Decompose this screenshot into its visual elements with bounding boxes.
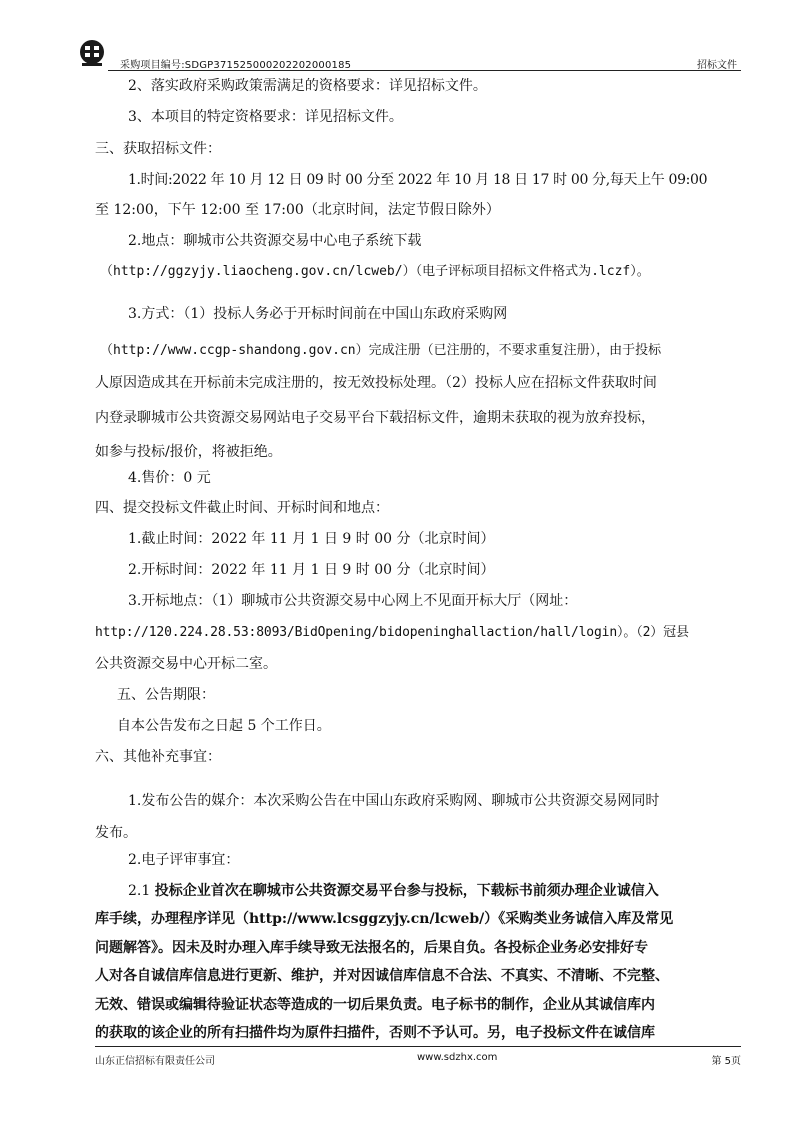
paragraph-line: 1.发布公告的媒介：本次采购公告在中国山东政府采购网、聊城市公共资源交易网同时 xyxy=(128,793,660,809)
paragraph-line: 1.截止时间：2022 年 11 月 1 日 9 时 00 分（北京时间） xyxy=(128,531,495,547)
section-heading: 四、提交投标文件截止时间、开标时间和地点： xyxy=(95,500,389,516)
bold-paragraph-line: 问题解答》。因未及时办理入库手续导致无法报名的，后果自负。各投标企业务必安排好专 xyxy=(95,940,648,956)
paragraph-line: 2.开标时间：2022 年 11 月 1 日 9 时 00 分（北京时间） xyxy=(128,562,495,578)
section-heading: 五、公告期限： xyxy=(117,687,215,703)
document-type: 招标文件 xyxy=(697,60,737,71)
footer-website: www.sdzhx.com xyxy=(417,1052,498,1063)
page-number: 第 5页 xyxy=(711,1056,741,1067)
paragraph-line: 2、落实政府采购政策需满足的资格要求：详见招标文件。 xyxy=(128,78,487,94)
paragraph-line: 发布。 xyxy=(95,825,137,841)
paragraph-line: 人原因造成其在开标前未完成注册的，按无效投标处理。（2）投标人应在招标文件获取时间 xyxy=(95,375,657,391)
paragraph-line: 2.电子评审事宜： xyxy=(128,852,240,868)
section-heading: 六、其他补充事宜： xyxy=(95,749,221,765)
paragraph-line: http://120.224.28.53:8093/BidOpening/bidopeninghallaction/hall/login）。（2）冠县 xyxy=(95,625,689,640)
bold-paragraph-line: 的获取的该企业的所有扫描件均为原件扫描件，否则不予认可。另，电子投标文件在诚信库 xyxy=(95,1025,655,1041)
paragraph-line: 1.时间:2022 年 10 月 12 日 09 时 00 分至 2022 年 10 月 18 日 17 时 00 分,每天上午 09:00 xyxy=(128,172,708,188)
footer-company: 山东正信招标有限责任公司 xyxy=(95,1056,215,1067)
paragraph-line: 公共资源交易中心开标二室。 xyxy=(95,656,277,672)
bold-clause-text: 投标企业首次在聊城市公共资源交易平台参与投标，下载标书前须办理企业诚信入 xyxy=(154,883,659,899)
paragraph-line: （http://ggzyjy.liaocheng.gov.cn/lcweb/）（电子评标项目招标文件格式为.lczf）。 xyxy=(100,264,650,279)
paragraph-line xyxy=(128,881,659,901)
paragraph-line: 至 12:00，下午 12:00 至 17:00（北京时间，法定节假日除外） xyxy=(95,202,500,218)
page-footer xyxy=(95,1046,741,1076)
paragraph-line: 3.开标地点：（1）聊城市公共资源交易中心网上不见面开标大厅（网址： xyxy=(128,593,578,609)
paragraph-line: 自本公告发布之日起 5 个工作日。 xyxy=(117,718,331,734)
project-number: 采购项目编号:SDGP371525000202202000185 xyxy=(120,60,352,71)
bold-paragraph-line: 人对各自诚信库信息进行更新、维护，并对因诚信库信息不合法、不真实、不清晰、不完整、 xyxy=(95,968,669,984)
bold-paragraph-line: 无效、错误或编辑待验证状态等造成的一切后果负责。电子标书的制作，企业从其诚信库内 xyxy=(95,997,655,1013)
header-divider xyxy=(108,70,741,71)
page-header xyxy=(78,36,741,72)
clause-number: 2.1 xyxy=(128,883,155,899)
company-logo-icon xyxy=(78,38,106,68)
paragraph-line: 3、本项目的特定资格要求：详见招标文件。 xyxy=(128,109,403,125)
paragraph-line: 2.地点：聊城市公共资源交易中心电子系统下载 xyxy=(128,233,422,249)
bold-paragraph-line: 库手续，办理程序详见（http://www.lcsggzyjy.cn/lcweb/）《采购类业务诚信入库及常见 xyxy=(95,911,674,927)
section-heading: 三、获取招标文件： xyxy=(95,141,221,157)
paragraph-line: 3.方式：（1）投标人务必于开标时间前在中国山东政府采购网 xyxy=(128,306,508,322)
footer-divider xyxy=(95,1046,741,1047)
paragraph-line: （http://www.ccgp-shandong.gov.cn）完成注册（已注册的，不要求重复注册），由于投标 xyxy=(100,343,662,358)
paragraph-line: 如参与投标/报价，将被拒绝。 xyxy=(95,444,282,460)
paragraph-line: 4.售价：0 元 xyxy=(128,470,211,486)
paragraph-line: 内登录聊城市公共资源交易网站电子交易平台下载招标文件，逾期未获取的视为放弃投标， xyxy=(95,410,655,426)
